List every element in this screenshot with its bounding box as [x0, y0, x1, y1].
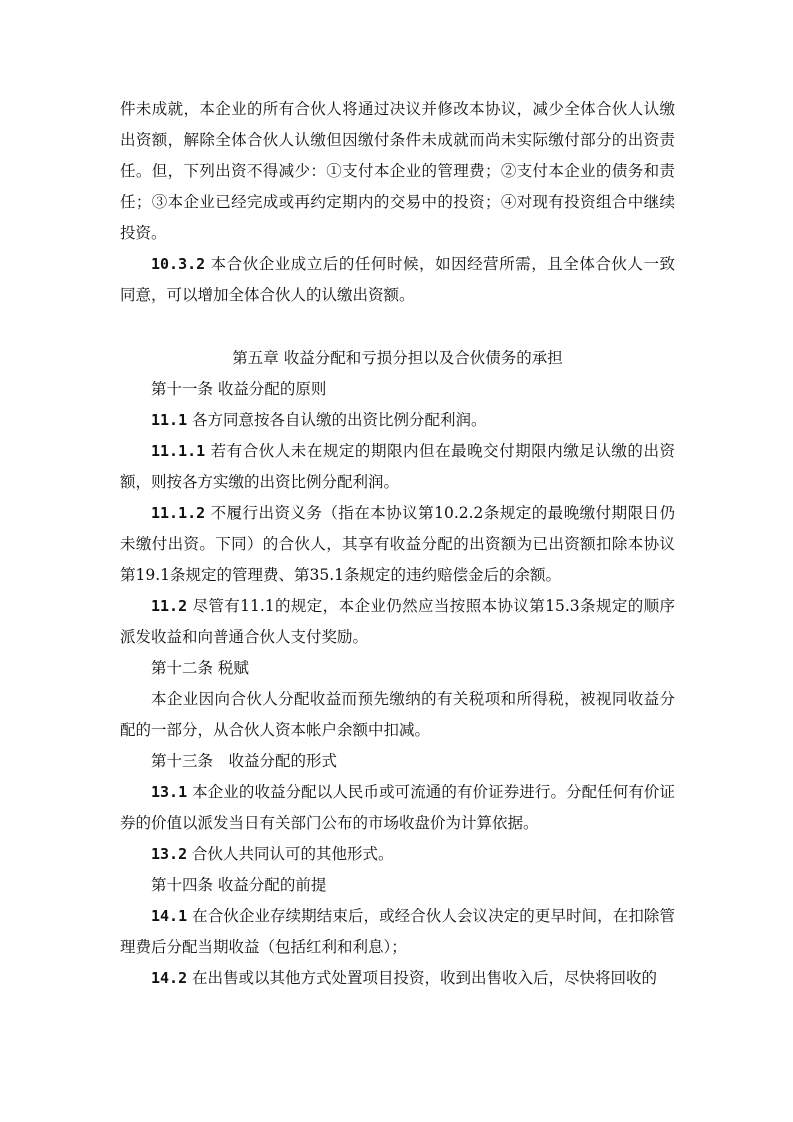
- clause-11-1: [120, 405, 675, 436]
- clause-number: 10.3.2: [151, 255, 206, 273]
- document-page: [120, 94, 675, 994]
- clause-text: 各方同意按各自认缴的出资比例分配利润。: [187, 411, 487, 429]
- paragraph-text: 件未成就，本企业的所有合伙人将通过决议并修改本协议，减少全体合伙人认缴出资额，解除全体合伙人认缴但因缴付条件未成就而尚未实际缴付部分的出资责任。但，下列出资不得减少：①支付本企业的管理费；②支付本企业的债务和责任；③本企业已经完成或再约定期内的交易中的投资；④对现有投资组合中继续投资。: [120, 100, 675, 242]
- clause-number: 11.1.2: [151, 504, 206, 522]
- chapter-heading: 第五章 收益分配和亏损分担以及合伙债务的承担: [232, 349, 563, 367]
- clause-number: 11.2: [151, 597, 188, 615]
- clause-text: 在出售或以其他方式处置项目投资，收到出售收入后，尽快将回收的: [187, 969, 658, 987]
- clause-text: 不履行出资义务（指在本协议第10.2.2条规定的最晚缴付期限日仍未缴付出资。下同）的合伙人，其享有收益分配的出资额为已出资额扣除本协议第19.1条规定的管理费、第35.1条规定的违约赔偿金后的余额。: [120, 504, 675, 584]
- clause-13-1: [120, 777, 675, 839]
- article-13-heading: 第十三条 收益分配的形式: [151, 752, 338, 770]
- article-14-heading: 第十四条 收益分配的前提: [151, 876, 327, 894]
- paragraph-capital-reduction: [120, 94, 675, 249]
- clause-number: 14.2: [151, 969, 188, 987]
- clause-text: 本企业的收益分配以人民币或可流通的有价证券进行。分配任何有价证券的价值以派发当日有关部门公布的市场收盘价为计算依据。: [120, 783, 675, 832]
- clause-text: 在合伙企业存续期结束后，或经合伙人会议决定的更早时间，在扣除管理费后分配当期收益（包括红利和利息）；: [120, 907, 675, 956]
- clause-number: 13.2: [151, 845, 188, 863]
- clause-number: 14.1: [151, 907, 188, 925]
- clause-number: 11.1.1: [151, 442, 206, 460]
- clause-14-1: [120, 901, 675, 963]
- clause-11-2: [120, 591, 675, 653]
- spacer: [120, 311, 675, 343]
- clause-text: 本合伙企业成立后的任何时候，如因经营所需，且全体合伙人一致同意，可以增加全体合伙人的认缴出资额。: [120, 255, 675, 304]
- article-12-heading: 第十二条 税赋: [151, 659, 249, 677]
- clause-11-1-2: [120, 498, 675, 591]
- clause-text: 若有合伙人未在规定的期限内但在最晚交付期限内缴足认缴的出资额，则按各方实缴的出资比例分配利润。: [120, 442, 675, 491]
- clause-text: 尽管有11.1的规定，本企业仍然应当按照本协议第15.3条规定的顺序派发收益和向普通合伙人支付奖励。: [120, 597, 675, 646]
- clause-14-2: [120, 963, 675, 994]
- clause-text: 合伙人共同认可的其他形式。: [187, 845, 394, 863]
- article-11-heading: 第十一条 收益分配的原则: [151, 380, 327, 398]
- clause-13-2: [120, 839, 675, 870]
- clause-number: 13.1: [151, 783, 188, 801]
- clause-10-3-2: [120, 249, 675, 311]
- clause-11-1-1: [120, 436, 675, 498]
- clause-number: 11.1: [151, 411, 188, 429]
- paragraph-tax: 本企业因向合伙人分配收益而预先缴纳的有关税项和所得税，被视同收益分配的一部分，从合伙人资本帐户余额中扣减。: [120, 690, 675, 739]
